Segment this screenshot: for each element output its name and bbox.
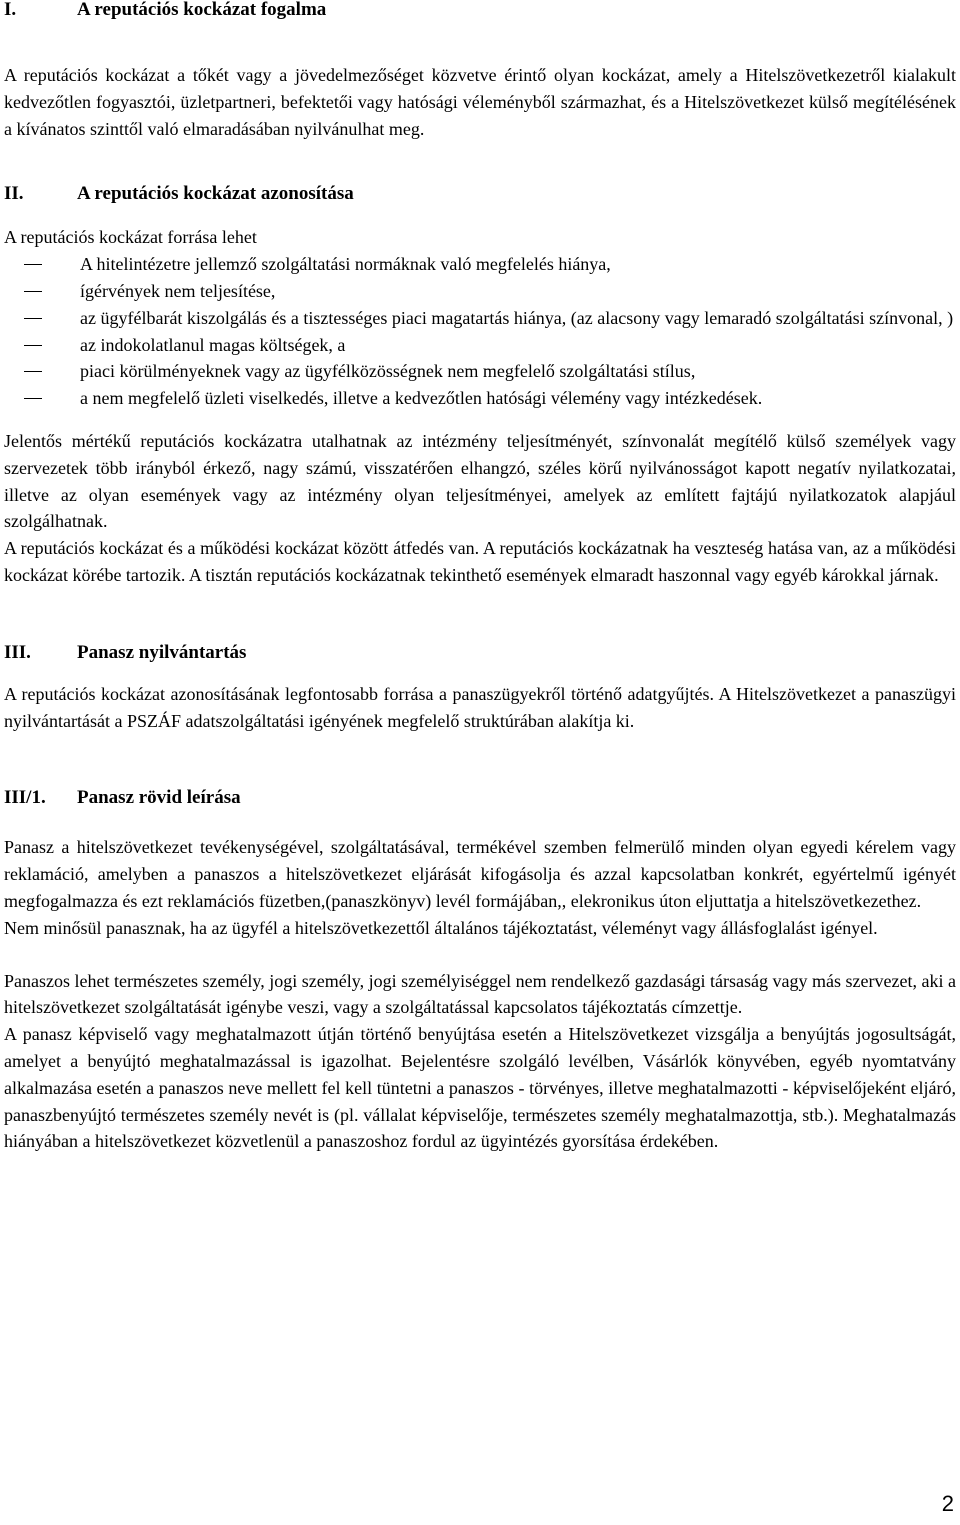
list-item-text: A hitelintézetre jellemző szolgáltatási normáknak való megfelelés hiánya,: [80, 254, 611, 275]
list-item: [4, 278, 956, 305]
paragraph: A reputációs kockázat a tőkét vagy a jövedelmezőséget közvetve érintő olyan kockázat, amely a Hitelszövetkezetről kialakult kedvezőtlen fogyasztói, üzletpartneri, befektetői vagy hatósági véleményből származhat, és a Hitelszövetkezet külső megítélésének a kívánatos szinttől való elmaradásában nyilvánulhat meg.: [4, 65, 956, 139]
paragraph: Panasz a hitelszövetkezet tevékenységével, szolgáltatásával, termékével szemben felmerülő minden olyan egyedi kérelem vagy reklamáció, amelyben a panaszos a hitelszövetkezet eljárását kifogásolja és azzal kapcsolatban konkrét, egyértelmű igényét megfogalmazza és ezt reklamációs füzetben,(panaszkönyv) levél formájában,, elekronikus úton eljuttatja a hitelszövetkezethez.: [4, 837, 956, 911]
section-number: I.: [4, 0, 17, 20]
section-title: A reputációs kockázat azonosítása: [77, 183, 354, 205]
paragraph: A reputációs kockázat forrása lehet: [4, 227, 257, 248]
section-title: Panasz nyilvántartás: [77, 641, 247, 663]
paragraph: Jelentős mértékű reputációs kockázatra utalhatnak az intézmény teljesítményét, színvonalát megítélő külső személyek vagy szervezetek több irányból érkező, nagy számú, visszatérően elhangzó, széles körű nyilvánosságot kapott negatív nyilatkozatai, illetve az olyan események vagy az intézmény olyan teljesítményei, amelyek az említett fajtájú nyilatkozatok alapjául szolgálhatnak.: [4, 430, 956, 532]
paragraph: Nem minősül panasznak, ha az ügyfél a hitelszövetkezettől általános tájékoztatást, véleményt vagy állásfoglalást igényel.: [4, 917, 878, 938]
document-page: [4, 0, 956, 1155]
list-item: [4, 358, 956, 385]
section-heading-1: [4, 0, 956, 22]
list-item-text: piaci körülményeknek vagy az ügyfélközösségnek nem megfelelő szolgáltatási stílus,: [80, 361, 696, 382]
paragraph: A reputációs kockázat azonosításának legfontosabb forrása a panaszügyekről történő adatgyűjtés. A Hitelszövetkezet a panaszügyi nyilvántartását a PSZÁF adatszolgáltatási igényének megfelelő struktúrában alakítja ki.: [4, 683, 956, 731]
list-item-text: az ügyfélbarát kiszolgálás és a tisztességes piaci magatartás hiánya, (az alacsony vagy lemaradó szolgáltatási színvonal, ): [80, 307, 954, 328]
list-item: [4, 251, 956, 278]
section-heading-2: [4, 182, 956, 206]
dash-bullet: [24, 345, 42, 346]
list-item-text: a nem megfelelő üzleti viselkedés, illetve a kedvezőtlen hatósági vélemény vagy intézkedések.: [80, 388, 763, 409]
list-item-text: az indokolatlanul magas költségek, a: [80, 334, 346, 355]
section-number: III/1.: [4, 787, 46, 809]
list-item: [4, 332, 956, 359]
list-item: [4, 385, 956, 412]
dash-list: [4, 251, 956, 412]
paragraph: A reputációs kockázat és a működési kockázat között átfedés van. A reputációs kockázatnak ha veszteség hatása van, az a működési kockázat körébe tartozik. A tisztán reputációs kockázatnak tekinthető események elmaradt haszonnal vagy egyéb károkkal járnak.: [4, 538, 956, 585]
dash-bullet: [24, 318, 42, 319]
paragraph: A panasz képviselő vagy meghatalmazott útján történő benyújtása esetén a Hitelszövetkezet vizsgálja a benyújtás jogosultságát, amelyet a benyújtó meghatalmazással is igazolhat. Bejelentésre szolgáló levélben, Vásárlók könyvében, egyéb nyomtatvány alkalmazása esetén a panaszos neve mellett fel kell tüntetni a panaszos - törvényes, illetve meghatalmazotti - képviselőjeként eljáró, panaszbenyújtó természetes személy nevét is (pl. vállalat képviselője, természetes személy meghatalmazottja, stb.). Meghatalmazás hiányában a hitelszövetkezet közvetlenül a panaszoshoz fordul az ügyintézés gyorsítása érdekében.: [4, 1024, 956, 1152]
dash-bullet: [24, 371, 42, 372]
section-title: A reputációs kockázat fogalma: [77, 0, 327, 20]
page-number: 2: [941, 1491, 954, 1516]
section-title: Panasz rövid leírása: [77, 787, 241, 809]
paragraph: Panaszos lehet természetes személy, jogi személy, jogi személyiséggel nem rendelkező gazdasági társaság vagy más szervezet, aki a hitelszövetkezet szolgáltatását igénybe veszi, vagy a szolgáltatással kapcsolatos tájékoztatás címzettje.: [4, 970, 956, 1018]
section-heading-3-1: [4, 786, 956, 810]
dash-bullet: [24, 398, 42, 399]
section-number: III.: [4, 641, 31, 663]
list-item-text: ígérvények nem teljesítése,: [80, 280, 276, 301]
dash-bullet: [24, 291, 42, 292]
dash-bullet: [24, 264, 42, 265]
section-number: II.: [4, 183, 24, 205]
section-heading-3: [4, 641, 956, 665]
list-item: [4, 305, 956, 332]
